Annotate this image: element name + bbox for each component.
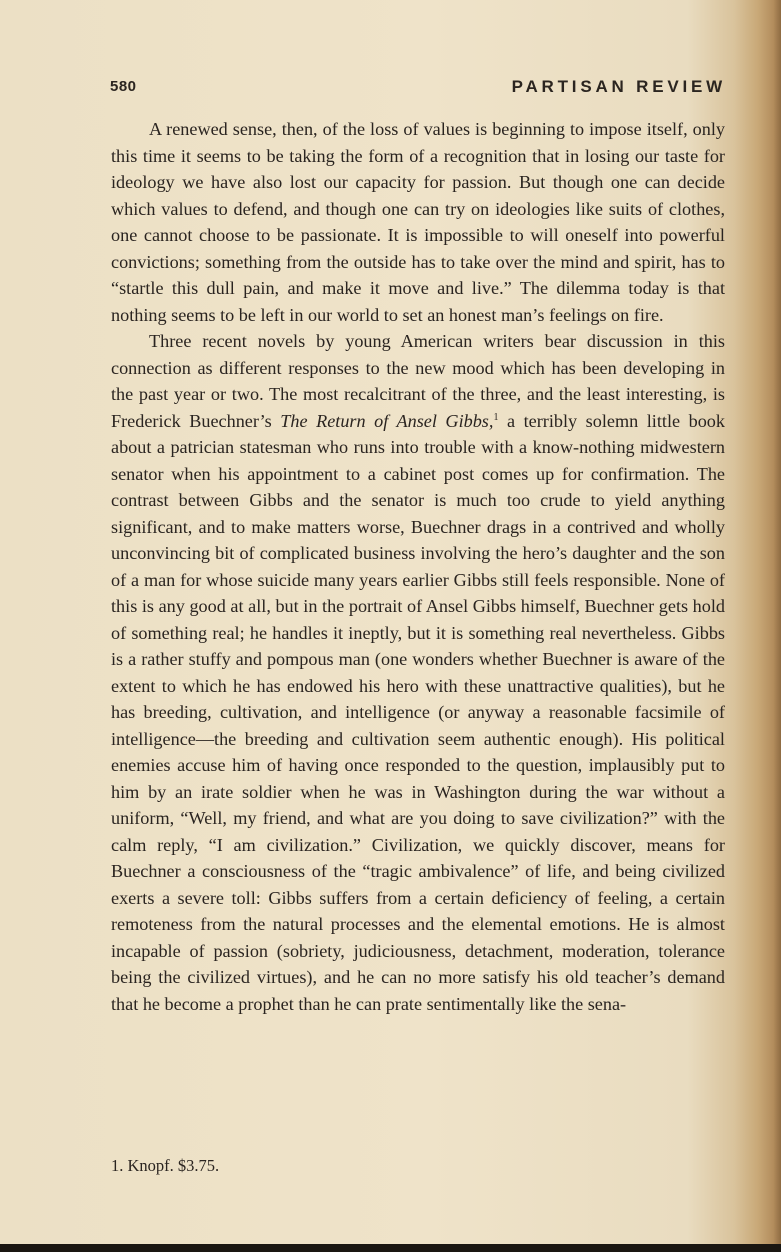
footnote: 1. Knopf. $3.75. (111, 1156, 220, 1175)
paragraph-text: a terribly solemn little book about a patrician statesman who runs into trouble with a know-nothing midwestern senator when his appointment to a cabinet post comes up for confirmation. The contrast between Gibbs and the senator is much too crude to yield anything significant, and to make matters worse, Buechner drags in a contrived and wholly unconvincing bit of complicated business involving the hero’s daughter and the son of a man for whose suicide many years earlier Gibbs still feels responsible. None of this is any good at all, but in the portrait of Ansel Gibbs himself, Buechner gets hold of something real; he handles it ineptly, but it is something real nevertheless. Gibbs is a rather stuffy and pompous man (one wonders whether Buechner is aware of the extent to which he has endowed his hero with these unattractive qualities), but he has breeding, cultivation, and intelligence (or anyway a reasonable facsimile of intelligence—the breeding and cultivation seem authentic enough). His political enemies accuse him of having once responded to the question, implausibly put to him by an irate soldier when he was in Washington during the war without a uniform, “Well, my friend, and what are you doing to save civilization?” with the calm reply, “I am civilization.” Civilization, we quickly discover, means for Buechner a consciousness of the “tragic ambivalence” of life, and being civilized exerts a severe toll: Gibbs suffers from a certain deficiency of feeling, a certain remoteness from the natural processes and the elemental emotions. He is almost incapable of passion (sobriety, judiciousness, detachment, moderation, tolerance being the civilized virtues), and he can no more satisfy his old teacher’s demand that he become a prophet than he can prate sentimentally like the sena- (111, 410, 725, 1014)
body-text (111, 116, 725, 1017)
paragraph-text: Three recent novels by young American writers bear discussion in this connection as different responses to the new mood which has been developing in the past year or two. The most recalcitrant of the three, and the least interesting, is Frederick Buechner’s (111, 331, 725, 431)
footnote-ref: 1 (493, 411, 499, 423)
page-header (110, 74, 726, 100)
book-title: The Return of Ansel Gibbs, (280, 410, 494, 431)
page-number: 580 (110, 78, 137, 95)
paragraph: A renewed sense, then, of the loss of values is beginning to impose itself, only this time it seems to be taking the form of a recognition that in losing our taste for ideology we have also lost our capacity for passion. But though one can decide which values to defend, and though one can try on ideologies like suits of clothes, one cannot choose to be passionate. It is impossible to will oneself into powerful convictions; something from the outside has to take over the mind and spirit, has to “startle this dull pain, and make it move and live.” The dilemma today is that nothing seems to be left in our world to set an honest man’s feelings on fire. (111, 119, 725, 325)
running-head: PARTISAN REVIEW (511, 77, 726, 96)
paragraph (111, 328, 725, 1017)
